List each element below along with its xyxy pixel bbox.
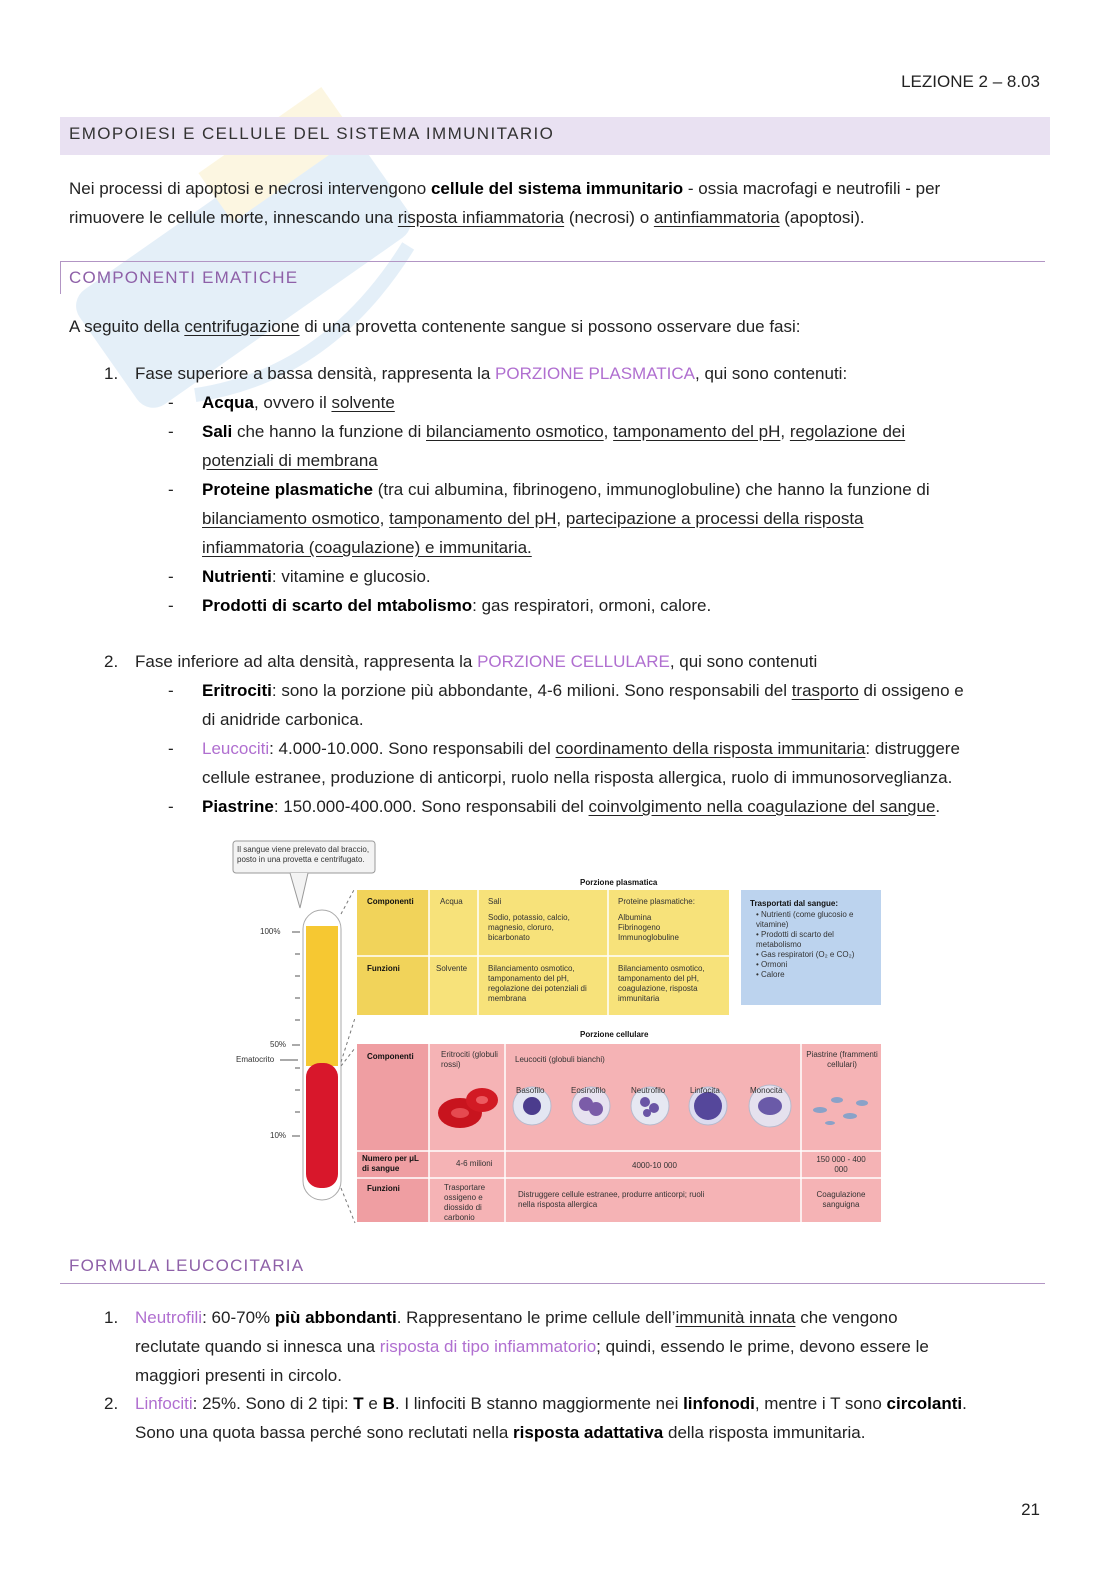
page-number: 21	[1021, 1500, 1040, 1519]
list-item-plasma: Fase superiore a bassa densità, rappresenta la PORZIONE PLASMATICA, qui sono contenuti:	[135, 364, 848, 383]
function-value: Trasportare ossigeno e diossido di carbonio	[444, 1183, 486, 1222]
plasma-title: Porzione plasmatica	[580, 878, 658, 887]
section-rule	[60, 261, 1045, 262]
list-number: 2.	[104, 652, 119, 671]
list-item: - Nutrienti: vitamine e glucosio.	[168, 567, 431, 586]
cell-erythrocytes: Eritrociti (globuli rossi)	[441, 1050, 498, 1069]
list-item: - Sali che hanno la funzione di bilanciamento osmotico, tamponamento del pH, regolazione dei potenziali di membrana	[168, 422, 906, 470]
plasma-head-proteins: Proteine plasmatiche:	[618, 897, 695, 906]
sublist-cellular	[168, 676, 1048, 821]
functions-label: Funzioni	[367, 1184, 400, 1193]
count-value: 4-6 milioni	[456, 1159, 493, 1168]
function-value: Coagulazione sanguigna	[816, 1190, 866, 1209]
list-item: - Prodotti di scarto del mtabolismo: gas respiratori, ormoni, calore.	[168, 596, 712, 615]
section-title-immune: EMOPOIESI E CELLULE DEL SISTEMA IMMUNITARIO	[69, 124, 555, 143]
list-item-cellular: Fase inferiore ad alta densità, rappresenta la PORZIONE CELLULARE, qui sono contenuti	[135, 652, 818, 671]
leukocyte-type: Eosinofilo	[571, 1086, 606, 1095]
list-item-neutrophils: Neutrofili: 60-70% più abbondanti. Rappresentano le prime cellule dell’immunità innata che vengono reclutate quando si innesca una risposta di tipo infiammatorio; quindi, essendo le prime, devono essere le maggiori presenti in circolo.	[135, 1308, 929, 1385]
section-rule-side	[60, 261, 61, 294]
figure-graphics	[230, 838, 885, 1226]
count-value: 150 000 - 400 000	[816, 1155, 866, 1174]
plasma-function: Bilanciamento osmotico, tamponamento del pH, regolazione dei potenziali di membrana	[488, 964, 587, 1003]
lesson-header: LEZIONE 2 – 8.03	[901, 72, 1040, 91]
plasma-head-salts: Sali	[488, 897, 502, 906]
leukocyte-type: Basofilo	[516, 1086, 545, 1095]
list-item: - Proteine plasmatiche (tra cui albumina, fibrinogeno, immunoglobuline) che hanno la funzione di bilanciamento osmotico, tamponamento del pH, partecipazione a processi della risposta infiammatoria (coagulazione) e immunitaria.	[168, 480, 930, 557]
cell-platelets: Piastrine (frammenti cellulari)	[806, 1050, 878, 1069]
plasma-function: Bilanciamento osmotico, tamponamento del pH, coagulazione, risposta immunitaria	[618, 964, 705, 1003]
count-value: 4000-10 000	[632, 1161, 677, 1170]
cell-leukocytes: Leucociti (globuli bianchi)	[515, 1055, 605, 1064]
plasma-head-water: Acqua	[440, 897, 463, 906]
list-item-lymphocytes: Linfociti: 25%. Sono di 2 tipi: T e B. I linfociti B stanno maggiormente nei linfonodi, mentre i T sono circolanti. Sono una quota bassa perché sono reclutati nella risposta adattativa della risposta immunitaria.	[135, 1394, 967, 1442]
list-number: 1.	[104, 1308, 119, 1327]
list-item: - Piastrine: 150.000-400.000. Sono responsabili del coinvolgimento nella coagulazione del sangue.	[168, 797, 941, 816]
transport-title: Trasportati dal sangue:	[750, 899, 839, 908]
plasma-salts-list: Sodio, potassio, calcio, magnesio, cloruro, bicarbonato	[488, 913, 570, 942]
plasma-functions-label: Funzioni	[367, 964, 400, 973]
list-item: - Acqua, ovvero il solvente	[168, 393, 395, 412]
list-item: - Leucociti: 4.000-10.000. Sono responsabili del coordinamento della risposta immunitaria: distruggere cellule estranee, produzione di anticorpi, ruolo nella risposta allergica, ruolo di immunosorveglianza.	[168, 739, 960, 787]
tick-label: 100%	[260, 927, 281, 936]
plasma-head-components: Componenti	[367, 897, 414, 906]
list-number: 2.	[104, 1394, 119, 1413]
plasma-proteins-list: Albumina Fibrinogeno Immunoglobuline	[618, 913, 679, 942]
figure-bubble-text: Il sangue viene prelevato dal braccio, posto in una provetta e centrifugato.	[237, 845, 370, 864]
intro-paragraph: A seguito della centrifugazione di una provetta contenente sangue si possono osservare due fasi:	[69, 317, 801, 336]
cell-components-label: Componenti	[367, 1052, 414, 1061]
section-rule	[60, 1283, 1045, 1284]
sublist-plasma	[168, 388, 1048, 620]
plasma-function: Solvente	[436, 964, 468, 973]
hematocrit-label: Ematocrito	[236, 1055, 275, 1064]
cell-title: Porzione cellulare	[580, 1030, 649, 1039]
paragraph-apoptosis: Nei processi di apoptosi e necrosi intervengono cellule del sistema immunitario - ossia macrofagi e neutrofili - per rimuovere le cellule morte, innescando una risposta infiammatoria (necrosi) o antinfiammatoria (apoptosi).	[69, 179, 941, 227]
tick-label: 10%	[270, 1131, 287, 1140]
blood-components-figure	[230, 838, 885, 1226]
leukocyte-type: Monocita	[750, 1086, 783, 1095]
section-title-components: COMPONENTI EMATICHE	[69, 268, 299, 287]
leukocyte-type: Neutrofilo	[631, 1086, 666, 1095]
tick-label: 50%	[270, 1040, 287, 1049]
count-label: Numero per μL di sangue	[362, 1154, 419, 1173]
section-title-formula: FORMULA LEUCOCITARIA	[69, 1256, 305, 1275]
list-number: 1.	[104, 364, 119, 383]
list-item: - Eritrociti: sono la porzione più abbondante, 4-6 milioni. Sono responsabili del trasporto di ossigeno e di anidride carbonica.	[168, 681, 964, 729]
transport-list: • Nutrienti (come glucosio e vitamine) • Prodotti di scarto del metabolismo • Gas respiratori (O₂ e CO₂) • Ormoni • Calore	[756, 910, 855, 979]
function-value: Distruggere cellule estranee, produrre anticorpi; ruoli nella risposta allergica	[518, 1190, 705, 1209]
leukocyte-type: Linfocita	[690, 1086, 720, 1095]
